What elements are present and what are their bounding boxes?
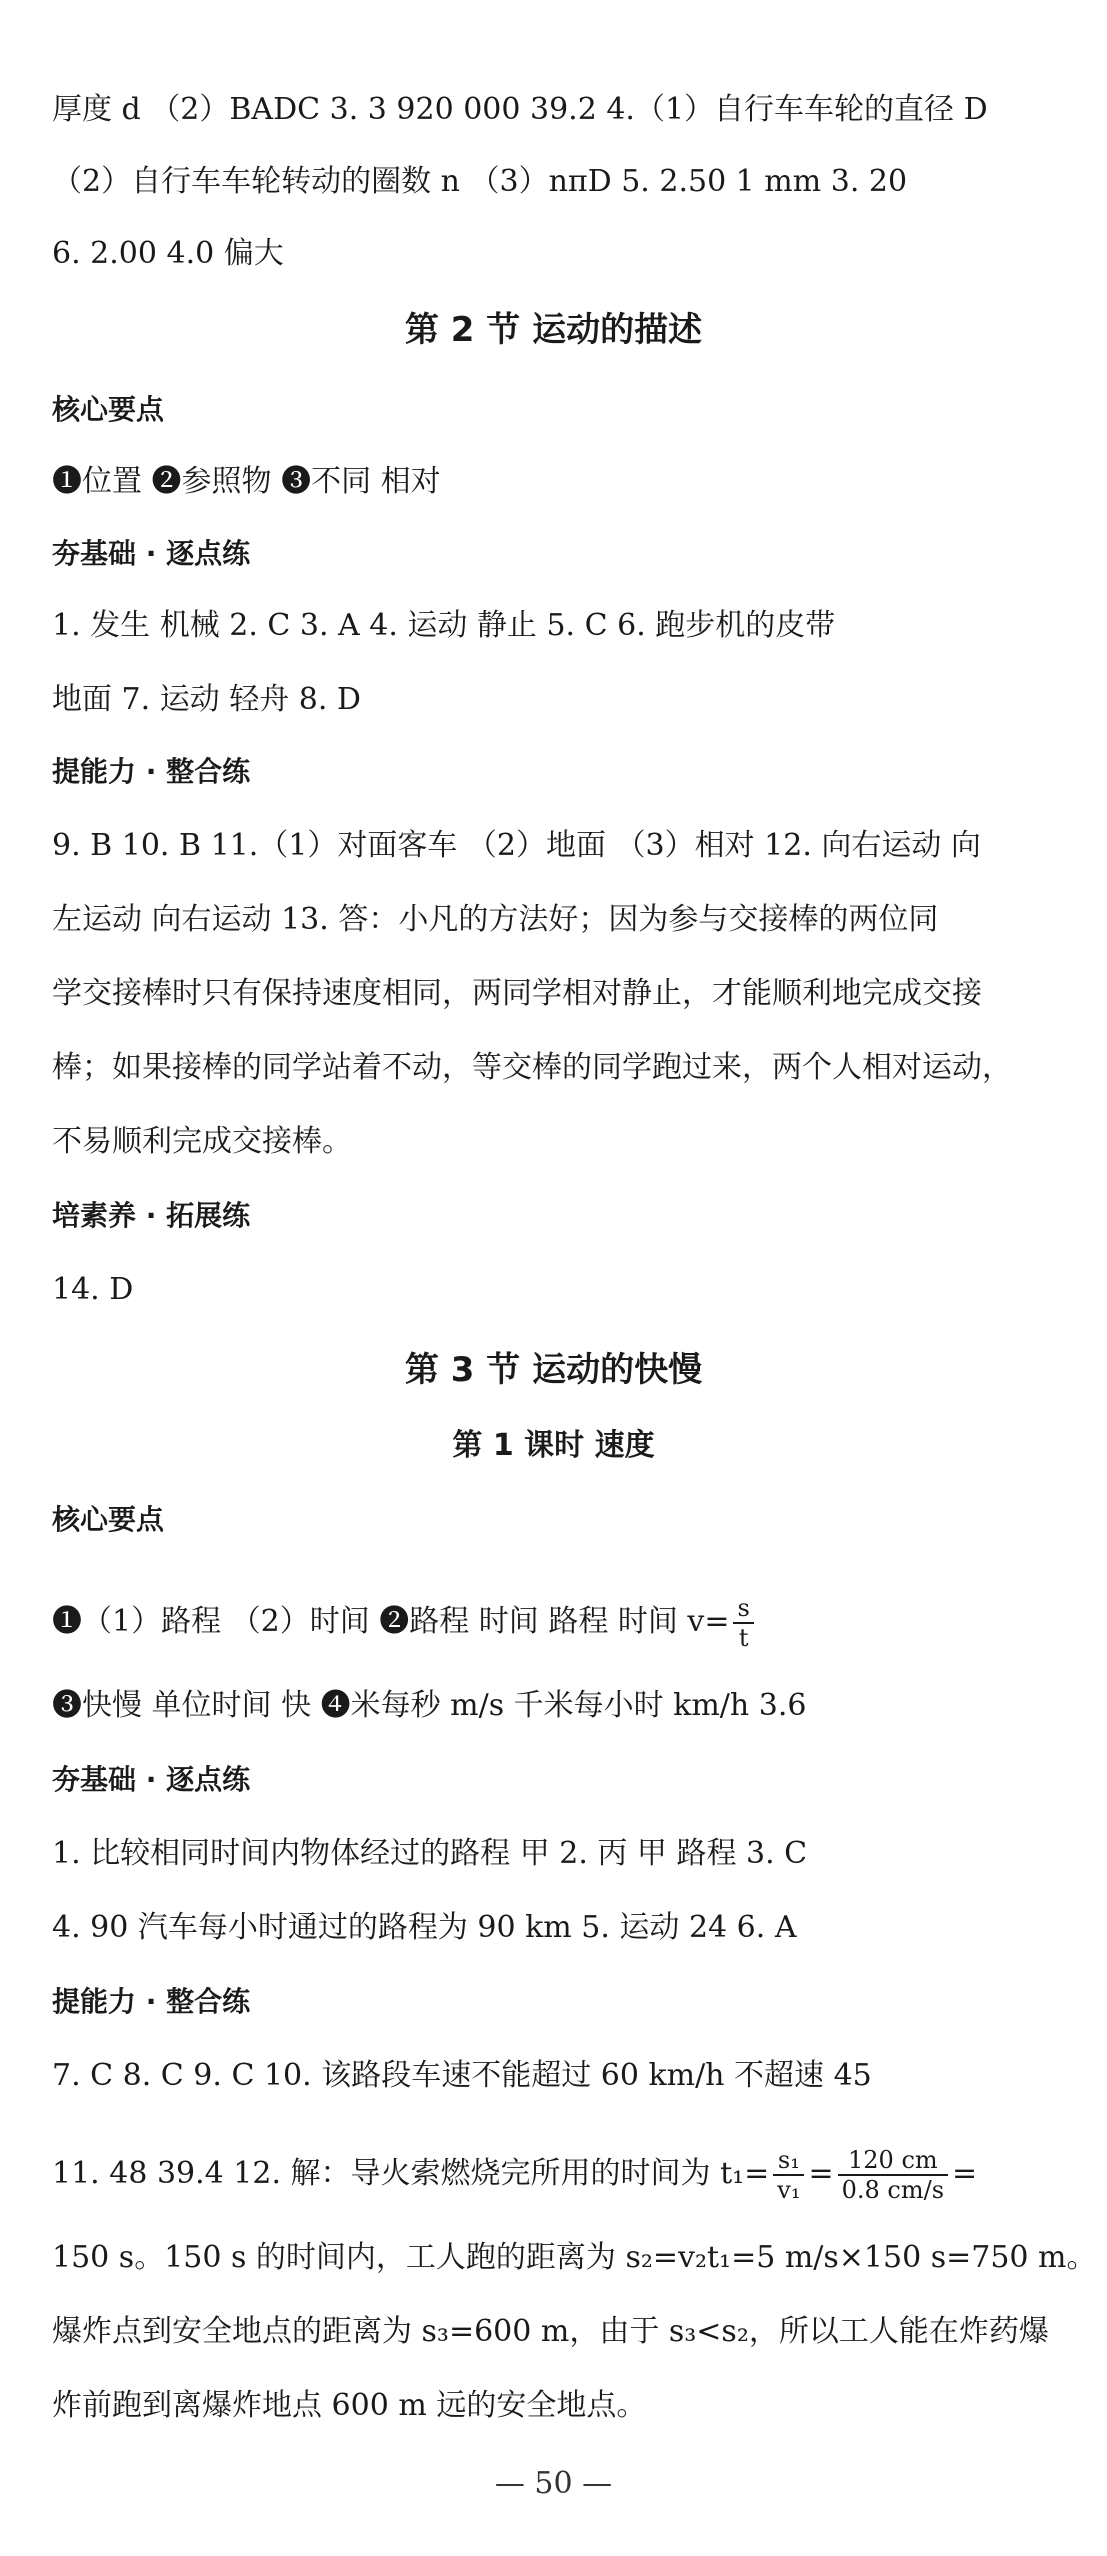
- section-heading: 提能力 · 整合练: [52, 755, 251, 788]
- fraction-numerator: s: [733, 1594, 753, 1624]
- answer-line: 150 s。150 s 的时间内，工人跑的距离为 s₂=v₂t₁=5 m/s×150 s=750 m。: [52, 2240, 1097, 2275]
- answer-line: 9. B 10. B 11.（1）对面客车 （2）地面 （3）相对 12. 向右运动 向: [52, 828, 981, 863]
- answer-line: 4. 90 汽车每小时通过的路程为 90 km 5. 运动 24 6. A: [52, 1910, 797, 1945]
- fraction-numerator: 120 cm: [838, 2146, 948, 2176]
- answer-line: 左运动 向右运动 13. 答：小凡的方法好；因为参与交接棒的两位同: [52, 902, 939, 937]
- section-heading: 核心要点: [52, 393, 165, 426]
- equals-sign: =: [808, 2156, 834, 2191]
- section-heading: 夯基础 · 逐点练: [52, 1763, 251, 1796]
- answer-line: 1. 发生 机械 2. C 3. A 4. 运动 静止 5. C 6. 跑步机的皮带: [52, 608, 836, 643]
- fraction-denominator: v₁: [777, 2176, 801, 2204]
- fraction-denominator: t: [738, 1624, 749, 1652]
- answer-line: 7. C 8. C 9. C 10. 该路段车速不能超过 60 km/h 不超速 45: [52, 2058, 872, 2093]
- answer-line: 棒；如果接棒的同学站着不动，等交棒的同学跑过来，两个人相对运动，: [52, 1050, 1012, 1085]
- section-heading: 提能力 · 整合练: [52, 1985, 251, 2018]
- fraction: [838, 2146, 948, 2204]
- section-heading: 核心要点: [52, 1503, 165, 1536]
- answer-line: 14. D: [52, 1272, 134, 1307]
- answer-line: ❶位置 ❷参照物 ❸不同 相对: [52, 464, 441, 499]
- fraction-numerator: s₁: [773, 2146, 804, 2176]
- answer-line: 厚度 d （2）BADC 3. 3 920 000 39.2 4.（1）自行车车轮的直径 D: [52, 92, 988, 127]
- answer-line: （2）自行车车轮转动的圈数 n （3）nπD 5. 2.50 1 mm 3. 20: [52, 164, 908, 199]
- page-number: — 50 —: [494, 2466, 613, 2501]
- answer-line: 学交接棒时只有保持速度相同，两同学相对静止，才能顺利地完成交接: [52, 976, 982, 1011]
- section-title: 第 2 节 运动的描述: [404, 310, 703, 350]
- section-heading: 培素养 · 拓展练: [52, 1199, 251, 1232]
- fraction: [733, 1594, 753, 1652]
- section-heading: 夯基础 · 逐点练: [52, 537, 251, 570]
- answer-line: 6. 2.00 4.0 偏大: [52, 236, 284, 271]
- equals-sign: =: [952, 2156, 978, 2191]
- lesson-subtitle: 第 1 课时 速度: [452, 1428, 655, 1463]
- fraction-denominator: 0.8 cm/s: [841, 2176, 945, 2204]
- answer-line: [52, 1594, 1087, 1652]
- section-title: 第 3 节 运动的快慢: [404, 1350, 703, 1390]
- answer-text: 11. 48 39.4 12. 解：导火索燃烧完所用的时间为 t₁=: [52, 2156, 770, 2191]
- answer-line: 地面 7. 运动 轻舟 8. D: [52, 682, 361, 717]
- answer-text: ❶（1）路程 （2）时间 ❷路程 时间 路程 时间 v=: [52, 1604, 730, 1639]
- answer-line: 不易顺利完成交接棒。: [52, 1124, 352, 1159]
- answer-line: 1. 比较相同时间内物体经过的路程 甲 2. 丙 甲 路程 3. C: [52, 1836, 808, 1871]
- answer-line: ❸快慢 单位时间 快 ❹米每秒 m/s 千米每小时 km/h 3.6: [52, 1688, 807, 1723]
- answer-line: 炸前跑到离爆炸地点 600 m 远的安全地点。: [52, 2388, 647, 2423]
- answer-line: 爆炸点到安全地点的距离为 s₃=600 m，由于 s₃<s₂，所以工人能在炸药爆: [52, 2314, 1049, 2349]
- answer-line: [52, 2146, 1087, 2204]
- fraction: [773, 2146, 804, 2204]
